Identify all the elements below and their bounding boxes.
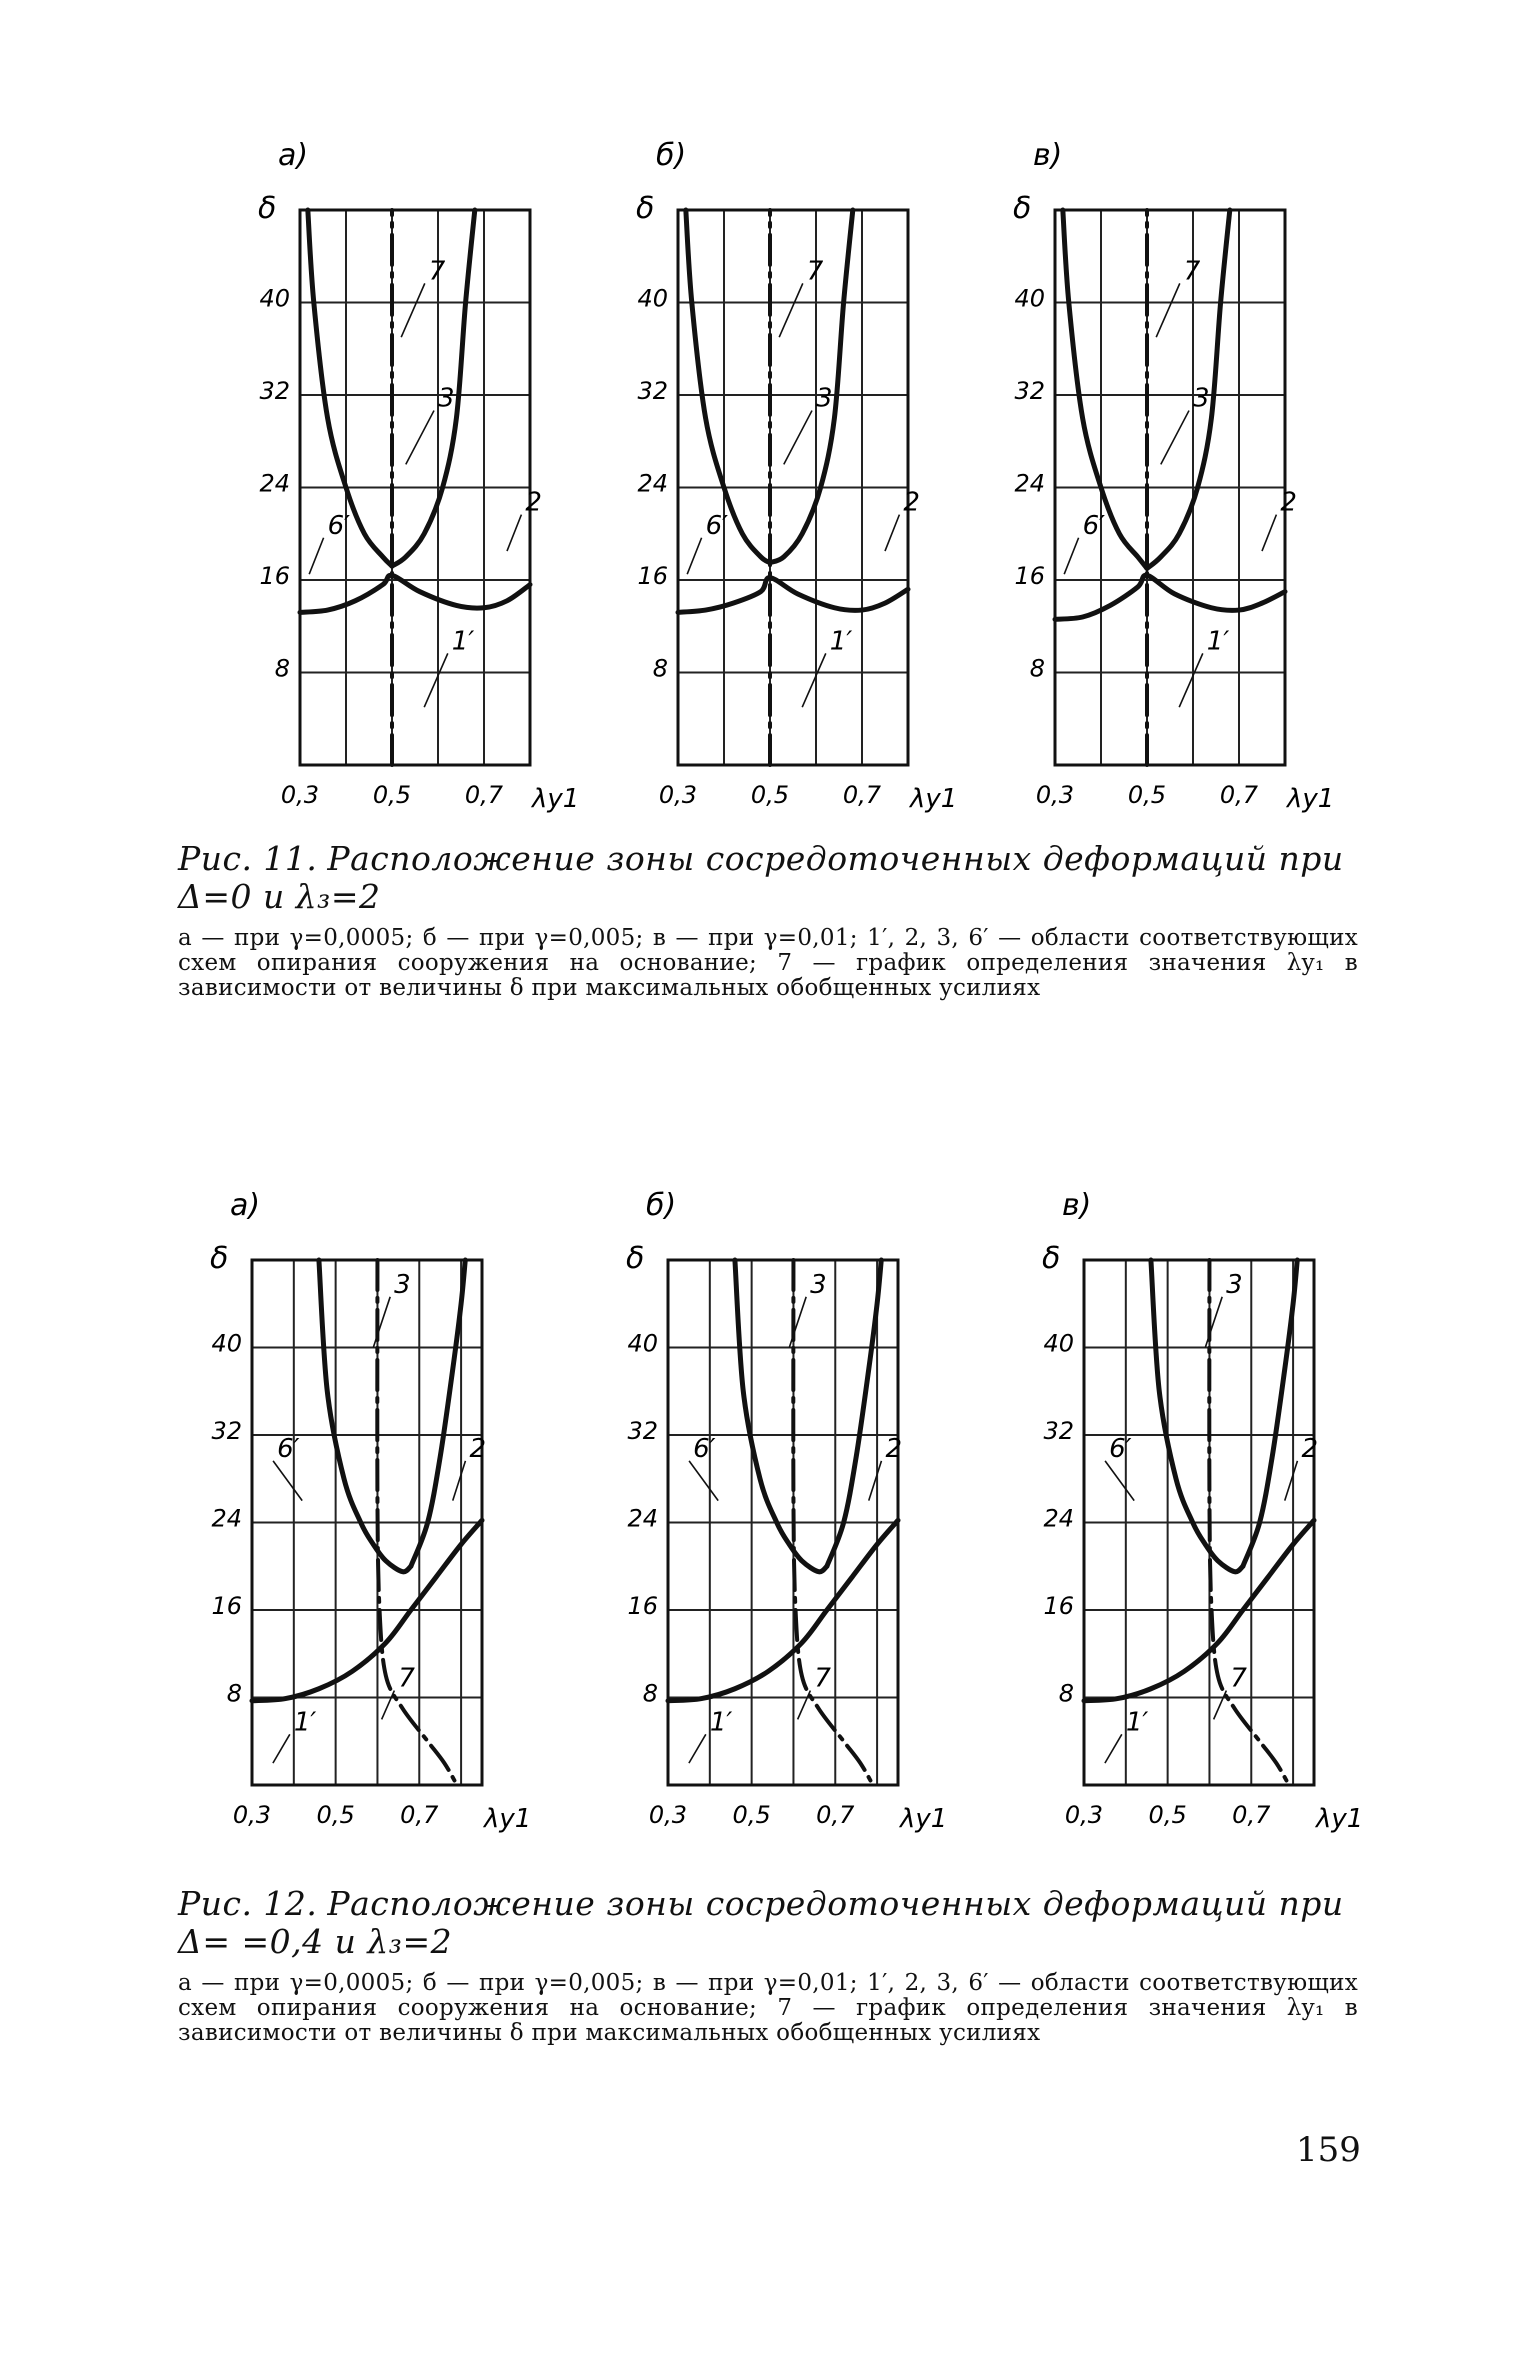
- y-tick-label: 40: [211, 1329, 242, 1358]
- curve-label-1prime: 1′: [293, 1707, 317, 1738]
- panel-letter: в): [1062, 1188, 1092, 1223]
- label-leader-line: [802, 653, 826, 707]
- x-tick-label: 0,3: [1035, 781, 1075, 809]
- panel-2: [626, 1188, 947, 1834]
- label-leader-line: [1064, 538, 1078, 574]
- figure-12-title-line: [178, 1885, 1358, 1961]
- curve-label-6prime: 6′: [277, 1433, 300, 1464]
- panel-1: [210, 1188, 531, 1834]
- y-tick-label: 24: [259, 469, 290, 498]
- y-tick-label: 32: [627, 1417, 658, 1445]
- figure-11-caption: [178, 840, 1358, 1001]
- label-leader-line: [779, 283, 803, 337]
- curve-label-7: 7: [806, 256, 824, 287]
- curve-label-6prime: 6′: [693, 1433, 716, 1464]
- label-leader-line: [885, 515, 899, 551]
- y-tick-label: 8: [652, 654, 668, 683]
- y-tick-label: 40: [1014, 284, 1045, 313]
- y-tick-label: 16: [637, 562, 668, 590]
- y-tick-label: 8: [642, 1679, 658, 1708]
- y-axis-label: δ: [636, 191, 655, 226]
- panel-letter: а): [230, 1188, 261, 1223]
- curve-2: [678, 578, 908, 613]
- label-leader-line: [309, 538, 323, 574]
- figure-12-caption: [178, 1885, 1358, 2046]
- x-tick-label: 0,7: [816, 1801, 855, 1829]
- panel-letter: в): [1033, 138, 1063, 173]
- curve-label-3: 3: [810, 1269, 827, 1300]
- y-tick-label: 32: [259, 377, 290, 405]
- panel-letter: а): [278, 138, 309, 173]
- x-tick-label: 0,5: [1127, 781, 1167, 809]
- curve-label-2: 2: [525, 487, 542, 518]
- label-leader-line: [453, 1461, 466, 1501]
- label-leader-line: [424, 653, 448, 707]
- figure-11-number: Рис. 11.: [178, 839, 318, 878]
- label-leader-line: [689, 1734, 706, 1763]
- figure-11-title: Расположение зоны сосредоточенных деформаций при Δ=0 и λ₃=2: [178, 839, 1344, 916]
- label-leader-line: [1285, 1461, 1298, 1501]
- curve-6prime: [735, 1260, 827, 1572]
- page-number: 159: [1296, 2130, 1361, 2170]
- y-tick-label: 8: [274, 654, 290, 683]
- x-axis-label: λy1: [910, 784, 958, 814]
- curve-2: [1055, 575, 1285, 619]
- curve-label-1prime: 1′: [1125, 1707, 1149, 1738]
- x-axis-label: λy1: [1287, 784, 1335, 814]
- label-leader-line: [406, 411, 434, 465]
- panel-2: [636, 138, 957, 814]
- x-tick-label: 0,3: [1064, 1801, 1104, 1829]
- curve-label-7: 7: [398, 1663, 415, 1694]
- curve-label-6prime: 6′: [705, 510, 729, 541]
- curve-label-7: 7: [1183, 256, 1201, 287]
- figure-12-number: Рис. 12.: [178, 1884, 318, 1923]
- curve-label-3: 3: [816, 383, 833, 414]
- x-axis-label: λy1: [532, 784, 580, 814]
- curve-6prime: [1151, 1260, 1243, 1572]
- panel-letter: б): [646, 1188, 677, 1223]
- curve-label-6prime: 6′: [1082, 510, 1106, 541]
- y-tick-label: 16: [1014, 562, 1045, 590]
- curve-label-2: 2: [1301, 1433, 1319, 1464]
- y-tick-label: 40: [627, 1329, 658, 1358]
- label-leader-line: [507, 515, 521, 551]
- y-tick-label: 24: [627, 1504, 658, 1533]
- curve-label-3: 3: [394, 1269, 411, 1300]
- figure-12-charts: [0, 1180, 1536, 1834]
- y-tick-label: 24: [637, 469, 668, 498]
- curve-label-1prime: 1′: [709, 1707, 733, 1738]
- x-axis-label: λy1: [1316, 1804, 1364, 1834]
- curve-label-6prime: 6′: [1109, 1433, 1132, 1464]
- x-tick-label: 0,3: [232, 1801, 272, 1829]
- panel-3: [1013, 138, 1334, 814]
- curve-6prime: [319, 1260, 411, 1572]
- y-tick-label: 24: [1043, 1504, 1074, 1533]
- label-leader-line: [1179, 653, 1203, 707]
- x-tick-label: 0,5: [372, 781, 412, 809]
- label-leader-line: [1161, 411, 1189, 465]
- y-axis-label: δ: [626, 1241, 645, 1276]
- x-tick-label: 0,7: [464, 781, 504, 809]
- curve-label-1prime: 1′: [829, 626, 853, 657]
- x-tick-label: 0,7: [400, 1801, 439, 1829]
- curve-label-3: 3: [438, 383, 455, 414]
- curve-label-2: 2: [1280, 487, 1297, 518]
- label-leader-line: [1105, 1734, 1122, 1763]
- label-leader-line: [1262, 515, 1276, 551]
- y-tick-label: 40: [259, 284, 290, 313]
- label-leader-line: [1105, 1461, 1134, 1501]
- panel-1: [258, 138, 579, 814]
- y-tick-label: 16: [627, 1592, 658, 1620]
- x-tick-label: 0,5: [1148, 1801, 1187, 1829]
- x-tick-label: 0,3: [658, 781, 698, 809]
- curve-label-1prime: 1′: [1206, 626, 1230, 657]
- panel-letter: б): [656, 138, 687, 173]
- y-axis-label: δ: [1013, 191, 1032, 226]
- x-tick-label: 0,5: [316, 1801, 355, 1829]
- label-leader-line: [382, 1691, 395, 1720]
- figure-12-description: а — при γ=0,0005; б — при γ=0,005; в — при γ=0,01; 1′, 2, 3, 6′ — области соответствующих схем опирания сооружения на основание; 7 — график определения значения λy₁ в зависимости от величины δ при максимальных обобщенных усилиях: [178, 1970, 1358, 2046]
- label-leader-line: [273, 1734, 290, 1763]
- y-axis-label: δ: [210, 1241, 229, 1276]
- curve-6prime: [686, 210, 770, 563]
- curve-label-2: 2: [885, 1433, 903, 1464]
- curve-label-3: 3: [1226, 1269, 1243, 1300]
- curve-label-2: 2: [469, 1433, 487, 1464]
- label-leader-line: [1214, 1691, 1227, 1720]
- y-tick-label: 8: [226, 1679, 242, 1708]
- label-leader-line: [1156, 283, 1180, 337]
- curve-label-6prime: 6′: [327, 510, 351, 541]
- x-tick-label: 0,7: [1219, 781, 1259, 809]
- y-axis-label: δ: [1042, 1241, 1061, 1276]
- curve-label-3: 3: [1193, 383, 1210, 414]
- y-tick-label: 16: [211, 1592, 242, 1620]
- x-tick-label: 0,7: [842, 781, 882, 809]
- panel-3: [1042, 1188, 1363, 1834]
- label-leader-line: [869, 1461, 882, 1501]
- curve-label-2: 2: [903, 487, 920, 518]
- x-tick-label: 0,7: [1232, 1801, 1271, 1829]
- x-tick-label: 0,3: [648, 1801, 688, 1829]
- y-tick-label: 24: [1014, 469, 1045, 498]
- y-tick-label: 32: [1043, 1417, 1074, 1445]
- y-tick-label: 32: [1014, 377, 1045, 405]
- y-axis-label: δ: [258, 191, 277, 226]
- x-tick-label: 0,5: [750, 781, 790, 809]
- curve-label-1prime: 1′: [451, 626, 475, 657]
- figure-11-description: а — при γ=0,0005; б — при γ=0,005; в — при γ=0,01; 1′, 2, 3, 6′ — области соответствующих схем опирания сооружения на основание; 7 — график определения значения λy₁ в зависимости от величины δ при максимальных обобщенных усилиях: [178, 925, 1358, 1001]
- y-tick-label: 40: [637, 284, 668, 313]
- figure-11-title-line: [178, 840, 1358, 916]
- label-leader-line: [401, 283, 425, 337]
- x-tick-label: 0,5: [732, 1801, 771, 1829]
- y-tick-label: 40: [1043, 1329, 1074, 1358]
- y-tick-label: 16: [259, 562, 290, 590]
- y-tick-label: 24: [211, 1504, 242, 1533]
- y-tick-label: 8: [1058, 1679, 1074, 1708]
- figure-11-charts: [0, 0, 1536, 820]
- y-tick-label: 32: [637, 377, 668, 405]
- x-axis-label: λy1: [484, 1804, 532, 1834]
- y-tick-label: 16: [1043, 1592, 1074, 1620]
- x-axis-label: λy1: [900, 1804, 948, 1834]
- y-tick-label: 32: [211, 1417, 242, 1445]
- figure-12-title: Расположение зоны сосредоточенных деформаций при Δ= =0,4 и λ₃=2: [178, 1884, 1344, 1961]
- curve-label-7: 7: [428, 256, 446, 287]
- label-leader-line: [687, 538, 701, 574]
- y-tick-label: 8: [1029, 654, 1045, 683]
- label-leader-line: [689, 1461, 718, 1501]
- curve-label-7: 7: [1230, 1663, 1247, 1694]
- label-leader-line: [798, 1691, 811, 1720]
- label-leader-line: [273, 1461, 302, 1501]
- x-tick-label: 0,3: [280, 781, 320, 809]
- curve-label-7: 7: [814, 1663, 831, 1694]
- label-leader-line: [784, 411, 812, 465]
